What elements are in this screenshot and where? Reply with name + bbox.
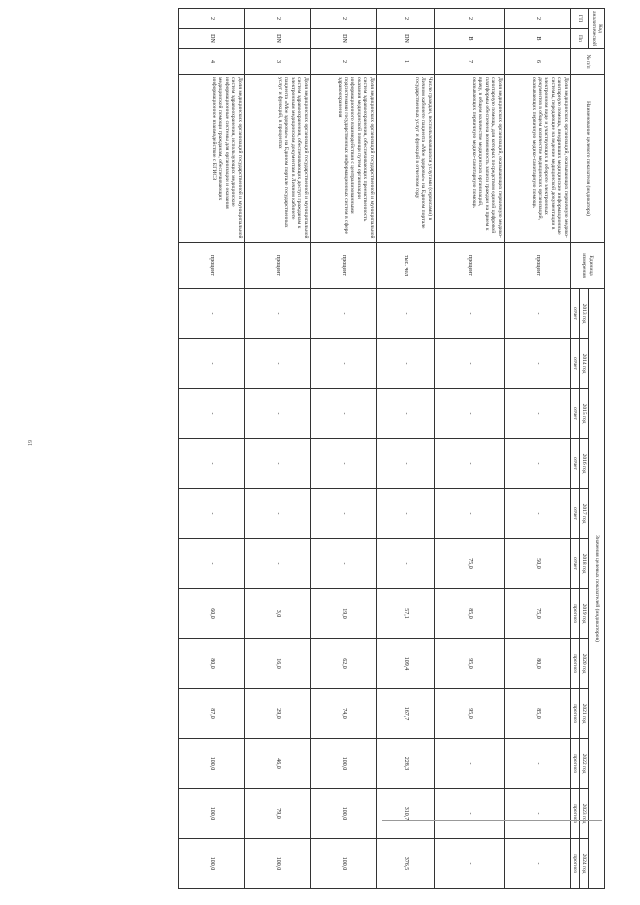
cell-value: 74,0 <box>310 689 376 739</box>
cell-value: - <box>178 439 244 489</box>
cell-value: 85,0 <box>434 589 504 639</box>
header-year-type: прогноз <box>570 639 579 689</box>
header-unit: Единица измерения <box>570 243 604 289</box>
cell-value: - <box>310 489 376 539</box>
header-year-type: прогноз <box>570 589 579 639</box>
cell-value: 75,0 <box>434 539 504 589</box>
cell-name: Доля медицинских организаций государственной и муниципальной систем здравоохранения, обеспечивающих доступ гражданам к электронным медицинским документам в Личном кабинете пациента «Мое здоровье» на Едином портале государственных услуг и функций, в процентах <box>244 75 310 243</box>
header-name: Наименование целевого показателя (индикатора) <box>570 75 604 243</box>
cell-value: - <box>504 439 570 489</box>
table-row <box>244 9 310 889</box>
cell-value: 100,0 <box>310 839 376 889</box>
cell-value: - <box>434 439 504 489</box>
header-year: 2017 год <box>580 489 589 539</box>
header-year-type: прогноз <box>570 839 579 889</box>
cell-value: - <box>310 289 376 339</box>
cell-value: - <box>376 389 434 439</box>
cell-value: 46,0 <box>244 739 310 789</box>
cell-unit: процент <box>504 243 570 289</box>
cell-value: 19,0 <box>310 589 376 639</box>
cell-gp: 2 <box>376 9 434 29</box>
cell-value: - <box>504 839 570 889</box>
cell-value: 79,0 <box>244 789 310 839</box>
footer-divider <box>382 820 602 821</box>
table-row <box>310 9 376 889</box>
table-row <box>504 9 570 889</box>
cell-value: 75,0 <box>504 589 570 639</box>
cell-value: 167,7 <box>376 689 434 739</box>
cell-value: - <box>434 489 504 539</box>
header-year: 2024 год <box>580 839 589 889</box>
indicators-table-rotated <box>90 8 605 888</box>
cell-value: - <box>504 389 570 439</box>
header-year-type: отчет <box>570 289 579 339</box>
cell-value: - <box>434 789 504 839</box>
cell-value: - <box>244 439 310 489</box>
cell-value: 109,4 <box>376 639 434 689</box>
cell-unit: процент <box>244 243 310 289</box>
cell-pp: DN <box>244 29 310 49</box>
cell-value: - <box>244 539 310 589</box>
header-year-type: прогноз <box>570 789 579 839</box>
cell-unit: процент <box>434 243 504 289</box>
cell-value: 100,0 <box>310 739 376 789</box>
cell-value: - <box>310 539 376 589</box>
cell-value: 60,0 <box>178 589 244 639</box>
cell-value: 50,0 <box>504 539 570 589</box>
cell-value: 95,0 <box>434 689 504 739</box>
cell-gp: 2 <box>178 9 244 29</box>
header-row-1 <box>589 9 605 889</box>
cell-value: - <box>244 289 310 339</box>
cell-unit: тыс. чел <box>376 243 434 289</box>
cell-value: 100,0 <box>310 789 376 839</box>
cell-gp: 2 <box>244 9 310 29</box>
cell-value: - <box>376 489 434 539</box>
table-row <box>376 9 434 889</box>
cell-value: - <box>178 339 244 389</box>
cell-name: Доля медицинских организаций государственной и муниципальной систем здравоохранения, обеспечивающих преемственность оказания медицинской помощи путем организации информационного взаимодействия с централизованными подсистемами государственных информационных систем в сфере здравоохранения <box>310 75 376 243</box>
cell-num: 7 <box>434 49 504 75</box>
cell-value: - <box>310 339 376 389</box>
table-row <box>178 9 244 889</box>
cell-num: 1 <box>376 49 434 75</box>
cell-value: 228,3 <box>376 739 434 789</box>
cell-pp: DN <box>178 29 244 49</box>
cell-value: - <box>434 739 504 789</box>
cell-value: 29,0 <box>244 689 310 739</box>
cell-value: - <box>504 339 570 389</box>
cell-gp: 2 <box>434 9 504 29</box>
cell-value: 100,0 <box>178 789 244 839</box>
cell-value: - <box>310 389 376 439</box>
header-year: 2022 год <box>580 739 589 789</box>
cell-value: 376,5 <box>376 839 434 889</box>
cell-pp: В <box>434 29 504 49</box>
header-code: Код аналитической <box>589 9 605 49</box>
cell-value: 85,0 <box>504 689 570 739</box>
header-year: 2018 год <box>580 539 589 589</box>
cell-value: - <box>504 739 570 789</box>
header-year-type: отчет <box>570 539 579 589</box>
table-row <box>434 9 504 889</box>
header-year: 2015 год <box>580 389 589 439</box>
cell-num: 6 <box>504 49 570 75</box>
cell-value: - <box>178 539 244 589</box>
cell-value: 87,0 <box>178 689 244 739</box>
page-number: 19 <box>28 440 34 446</box>
header-year: 2019 год <box>580 589 589 639</box>
cell-value: - <box>244 389 310 439</box>
header-pp: Пп <box>570 29 589 49</box>
cell-pp: DN <box>376 29 434 49</box>
cell-gp: 2 <box>310 9 376 29</box>
cell-name: Доля медицинских организаций государственной и муниципальной систем здравоохранения, использующих медицинские информационные системы для организации и оказания медицинской помощи гражданам, обеспечивающих информационное взаимодействие с ЕГИСЗ <box>178 75 244 243</box>
cell-value: 310,7 <box>376 789 434 839</box>
cell-value: 80,0 <box>504 639 570 689</box>
cell-value: - <box>376 289 434 339</box>
header-year-type: прогноз <box>570 739 579 789</box>
cell-num: 2 <box>310 49 376 75</box>
cell-num: 3 <box>244 49 310 75</box>
cell-value: 80,0 <box>178 639 244 689</box>
cell-unit: процент <box>310 243 376 289</box>
cell-name: Доля медицинских организаций, оказывающих первичную медико-санитарную помощь, для которых посредством единой цифровой платформы обеспечена возможность записи граждан на прием к врачу, в общем количестве медицинских организаций, оказывающих первичную медико-санитарную помощь <box>434 75 504 243</box>
header-year: 2016 год <box>580 439 589 489</box>
cell-value: 100,0 <box>244 839 310 889</box>
cell-value: - <box>376 539 434 589</box>
cell-value: - <box>244 339 310 389</box>
cell-value: - <box>434 839 504 889</box>
cell-value: 62,0 <box>310 639 376 689</box>
header-year-type: отчет <box>570 439 579 489</box>
cell-value: - <box>504 789 570 839</box>
cell-num: 4 <box>178 49 244 75</box>
cell-value: - <box>434 339 504 389</box>
cell-value: 100,0 <box>178 839 244 889</box>
header-year: 2013 год <box>580 289 589 339</box>
cell-value: 3,0 <box>244 589 310 639</box>
header-year-type: отчет <box>570 389 579 439</box>
cell-value: - <box>178 389 244 439</box>
cell-value: 100,0 <box>178 739 244 789</box>
header-year-type: прогноз <box>570 689 579 739</box>
header-num: № п/п <box>570 49 604 75</box>
cell-value: 95,0 <box>434 639 504 689</box>
indicators-table <box>178 8 605 889</box>
cell-unit: процент <box>178 243 244 289</box>
header-year: 2021 год <box>580 689 589 739</box>
cell-name: Доля медицинских организаций, оказывающих первичную медико-санитарную помощь, внедривших медицинские информационные системы, передающие на ведение медицинской документации в электронном виде и участвующих в обороте электронных документов в общем количестве медицинских организаций, оказывающих первичную медико-санитарную помощь <box>504 75 570 243</box>
cell-value: - <box>504 289 570 339</box>
cell-value: 57,1 <box>376 589 434 639</box>
cell-value: - <box>376 339 434 389</box>
cell-value: - <box>178 489 244 539</box>
cell-value: - <box>504 489 570 539</box>
header-year: 2020 год <box>580 639 589 689</box>
cell-value: - <box>178 289 244 339</box>
cell-pp: В <box>504 29 570 49</box>
cell-value: - <box>434 289 504 339</box>
cell-name: Число граждан, воспользовавшихся услугами (сервисами) в Личном кабинете пациента «Мое здоровье» на Едином портале государственных услуг и функций в отчетном году <box>376 75 434 243</box>
header-year-type: отчет <box>570 489 579 539</box>
header-values-group: Значения целевых показателей (индикаторов) <box>589 289 605 889</box>
cell-value: - <box>310 439 376 489</box>
header-year: 2014 год <box>580 339 589 389</box>
cell-value: 16,0 <box>244 639 310 689</box>
cell-gp: 2 <box>504 9 570 29</box>
cell-value: - <box>244 489 310 539</box>
header-gp: ГП <box>570 9 589 29</box>
cell-pp: DN <box>310 29 376 49</box>
header-year-type: отчет <box>570 339 579 389</box>
header-year: 2023 год <box>580 789 589 839</box>
cell-value: - <box>376 439 434 489</box>
cell-value: - <box>434 389 504 439</box>
